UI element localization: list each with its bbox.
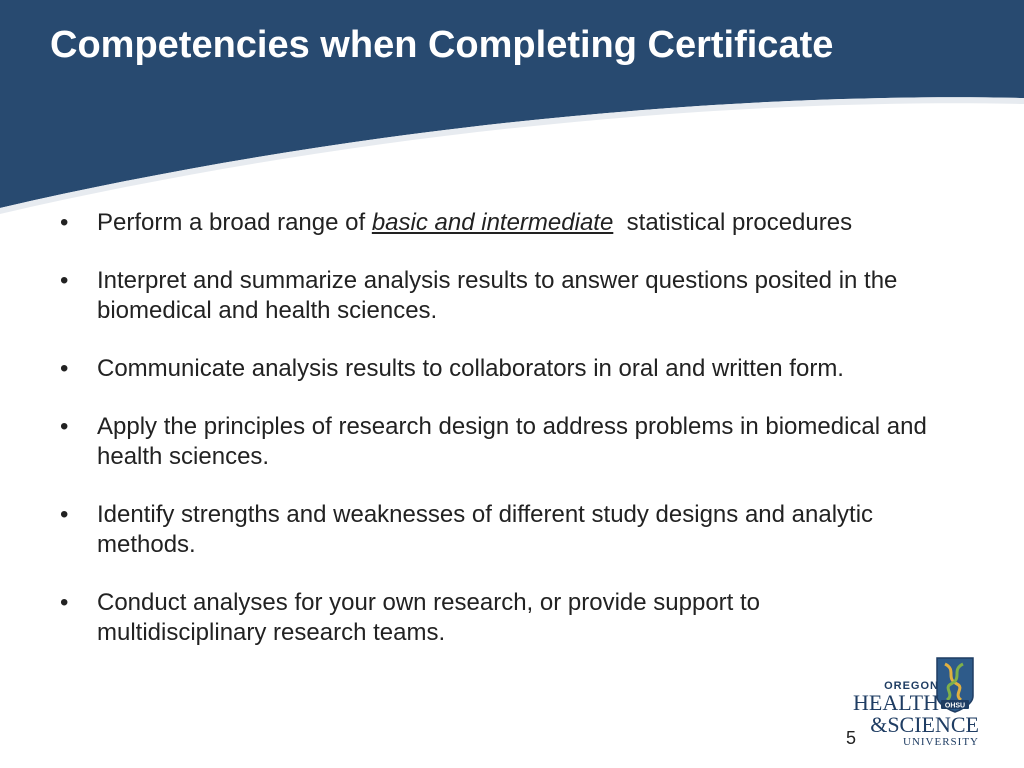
bullet-text-start: Perform a broad range of	[97, 209, 372, 236]
bullet-emphasis: basic and intermediate	[371, 209, 614, 236]
bullet-marker: •	[60, 355, 69, 382]
list-item	[60, 354, 930, 384]
ohsu-badge-text: OHSU	[944, 702, 966, 710]
logo-oregon: OREGON	[884, 680, 939, 692]
list-item	[60, 208, 930, 238]
page-number: 5	[846, 728, 857, 748]
logo-science: &SCIENCE	[870, 712, 979, 737]
bullet-text: Interpret and summarize analysis results to answer questions posited in the biomedical and health sciences.	[97, 267, 898, 324]
bullet-marker: •	[60, 501, 69, 528]
list-item	[60, 266, 930, 326]
bullet-marker: •	[60, 589, 69, 616]
logo-university: UNIVERSITY	[903, 736, 979, 748]
ohsu-logo	[843, 654, 983, 750]
bullet-marker: •	[60, 413, 69, 440]
bullet-text: Communicate analysis results to collaborators in oral and written form.	[97, 355, 844, 382]
slide-title: Competencies when Completing Certificate	[50, 24, 834, 66]
ohsu-shield-icon	[935, 656, 975, 714]
list-item	[60, 500, 930, 560]
bullet-marker: •	[60, 209, 69, 236]
list-item	[60, 588, 930, 648]
bullet-marker: •	[60, 267, 69, 294]
bullet-list	[60, 208, 930, 676]
bullet-text: Apply the principles of research design to address problems in biomedical and health sciences.	[97, 413, 927, 470]
bullet-text: Identify strengths and weaknesses of different study designs and analytic methods.	[97, 501, 874, 558]
logo-health: HEALTH	[853, 690, 939, 715]
list-item	[60, 412, 930, 472]
bullet-text-end: statistical procedures	[613, 209, 853, 236]
bullet-text: Conduct analyses for your own research, or provide support to multidisciplinary research teams.	[97, 589, 761, 646]
